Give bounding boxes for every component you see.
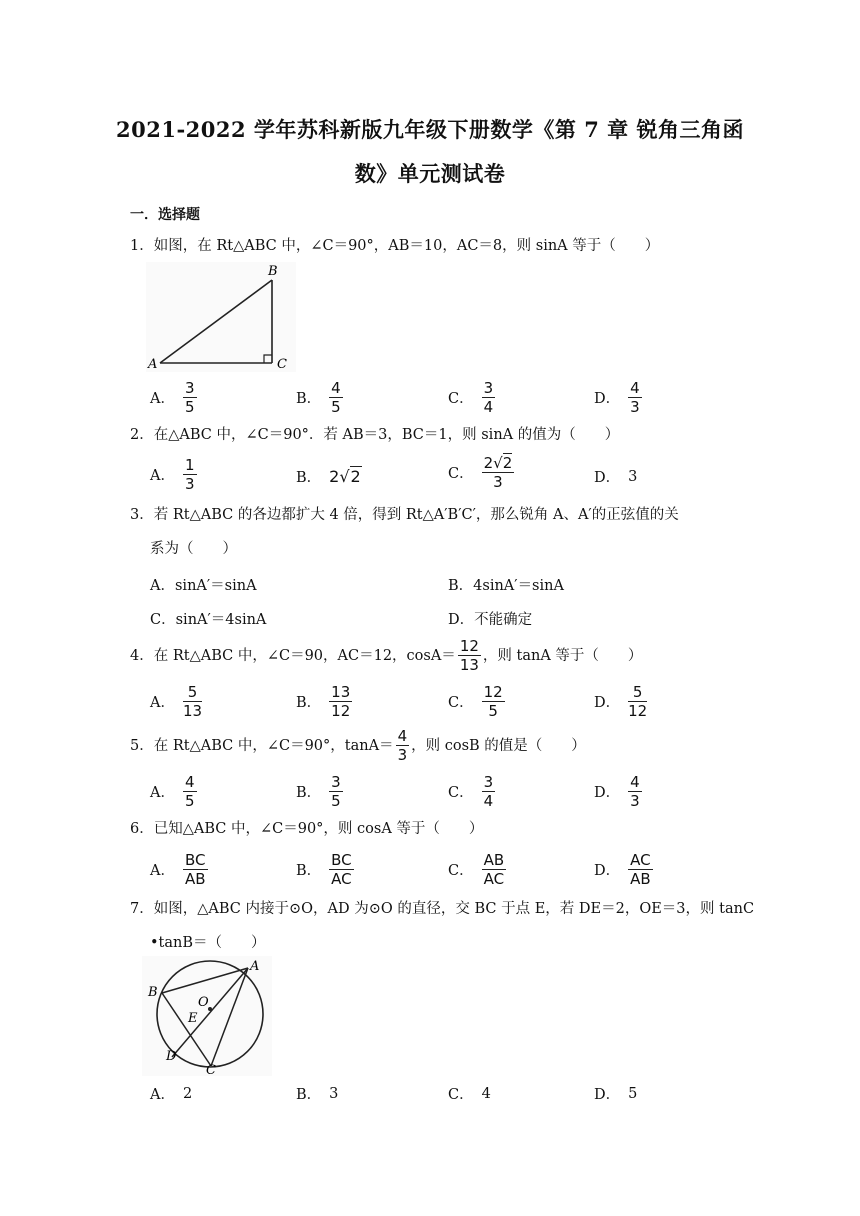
q6-option-c[interactable]: C． $\frac{AB}{AC}$	[448, 851, 505, 888]
question-1-triangle-figure	[146, 262, 296, 372]
q1-option-c[interactable]: C． $\frac{3}{4}$	[448, 379, 494, 416]
q3-option-a[interactable]: A． sinA′＝sinA	[150, 578, 257, 594]
fig7-label-d: D	[166, 1049, 177, 1064]
fig1-label-b: B	[268, 264, 278, 279]
q2-option-a[interactable]: A． $\frac{1}{3}$	[150, 456, 195, 493]
q6-option-a[interactable]: A． $\frac{BC}{AB}$	[150, 851, 206, 888]
q1-option-a[interactable]: A． $\frac{3}{5}$	[150, 379, 195, 416]
q6-option-d[interactable]: D． $\frac{AC}{AB}$	[594, 851, 651, 888]
exam-title-line2: 数》单元测试卷	[354, 161, 506, 186]
q6-option-b[interactable]: B． $\frac{BC}{AC}$	[296, 851, 352, 888]
question-4-text: 4．在 Rt△ABC 中，∠C＝90，AC＝12，cosA＝ $\frac{12}{13}$ ，则 tanA 等于（ ）	[130, 637, 643, 674]
q5-option-a[interactable]: A． $\frac{4}{5}$	[150, 773, 195, 810]
q5-option-d[interactable]: D． $\frac{4}{3}$	[594, 773, 640, 810]
q1-option-d[interactable]: D． $\frac{4}{3}$	[594, 379, 640, 416]
q4-option-c[interactable]: C． $\frac{12}{5}$	[448, 683, 503, 720]
q1-option-b[interactable]: B． $\frac{4}{5}$	[296, 379, 341, 416]
q4-option-b[interactable]: B． $\frac{13}{12}$	[296, 683, 351, 720]
q7-option-a[interactable]: A． 2	[150, 1085, 193, 1103]
fig7-label-e: E	[188, 1011, 198, 1026]
q3-option-b[interactable]: B． 4sinA′＝sinA	[448, 578, 564, 594]
q4-option-d[interactable]: D． $\frac{5}{12}$	[594, 683, 648, 720]
fig7-label-c: C	[206, 1063, 216, 1076]
question-3-text-line2: 系为（ ）	[150, 541, 237, 557]
q7-option-b[interactable]: B． 3	[296, 1085, 339, 1103]
fig7-label-a: A	[250, 959, 260, 974]
fig1-label-c: C	[277, 357, 287, 372]
q5-option-b[interactable]: B． $\frac{3}{5}$	[296, 773, 341, 810]
q5-option-c[interactable]: C． $\frac{3}{4}$	[448, 773, 494, 810]
q3-option-d[interactable]: D． 不能确定	[448, 612, 533, 628]
q2-option-d[interactable]: D． 3	[594, 468, 638, 486]
question-7-circle-figure	[142, 956, 272, 1076]
question-2-text: 2．在△ABC 中，∠C＝90°．若 AB＝3，BC＝1，则 sinA 的值为（ ）	[130, 427, 620, 443]
question-7-text-line1: 7．如图，△ABC 内接于⊙O，AD 为⊙O 的直径，交 BC 于点 E，若 DE＝2，OE＝3，则 tanC	[130, 901, 755, 917]
q4-option-a[interactable]: A． $\frac{5}{13}$	[150, 683, 203, 720]
q2-option-c[interactable]: C． $\frac{2√2}{3}$	[448, 454, 513, 491]
q2-option-b[interactable]: B． 2√2	[296, 467, 361, 486]
fig1-label-a: A	[148, 357, 158, 372]
question-5-text: 5．在 Rt△ABC 中，∠C＝90°，tanA＝ $\frac{4}{3}$ ，则 cosB 的值是（ ）	[130, 727, 586, 764]
fig7-label-b: B	[148, 985, 158, 1000]
question-1-text: 1．如图，在 Rt△ABC 中，∠C＝90°，AB＝10，AC＝8，则 sinA 等于（ ）	[130, 238, 660, 254]
question-3-text-line1: 3．若 Rt△ABC 的各边都扩大 4 倍，得到 Rt△A′B′C′，那么锐角 A、A′的正弦值的关	[130, 507, 679, 523]
q7-option-c[interactable]: C． 4	[448, 1085, 491, 1103]
q3-option-c[interactable]: C． sinA′＝4sinA	[150, 612, 267, 628]
fig7-label-o: O	[198, 995, 209, 1010]
question-6-text: 6．已知△ABC 中，∠C＝90°，则 cosA 等于（ ）	[130, 821, 484, 837]
exam-title-line1: 2021-2022 学年苏科新版九年级下册数学《第 7 章 锐角三角函	[116, 117, 744, 142]
section-heading: 一．选择题	[130, 207, 200, 223]
question-7-text-line2: •tanB＝（ ）	[150, 935, 266, 951]
q7-option-d[interactable]: D． 5	[594, 1085, 638, 1103]
